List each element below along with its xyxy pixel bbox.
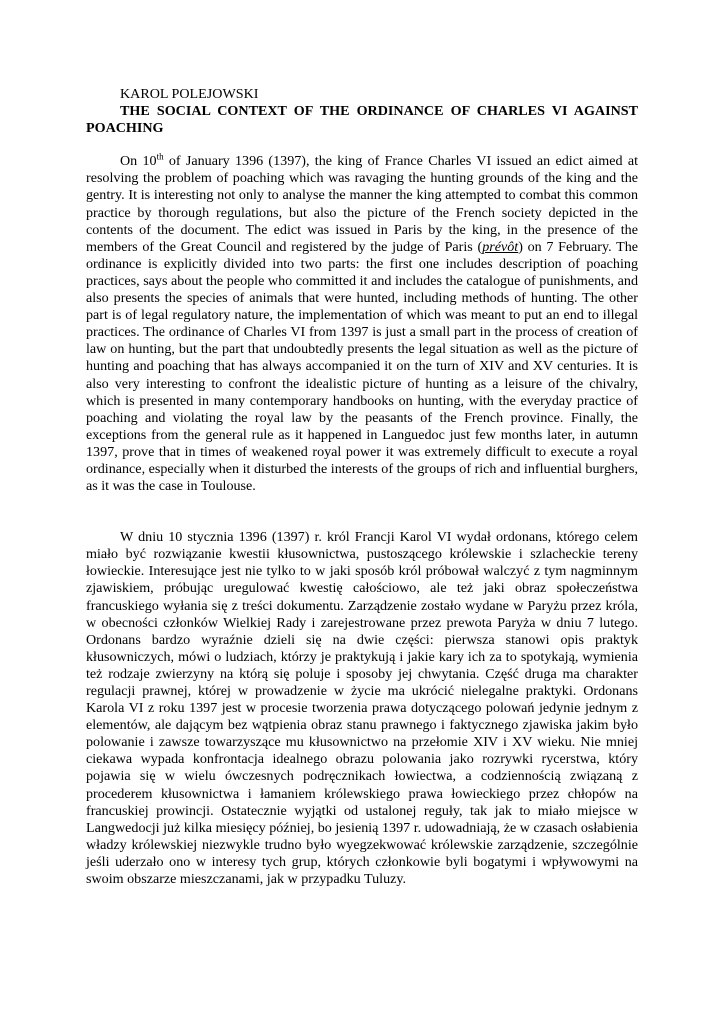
abstract-en-text-1: On 10 [120,153,157,170]
abstract-polish: W dniu 10 stycznia 1396 (1397) r. król Francji Karol VI wydał ordonans, którego celem miało być rozwiązanie kwestii kłusownictwa, pustoszącego królewskie i szlacheckie tereny łowieckie. Interesujące jest nie tylko to w jaki sposób król próbował walczyć z tym nagminnym zjawiskiem, próbując uregulować kwestię całościowo, ale też jaki obraz społeczeństwa francuskiego wyłania się z treści dokumentu. Zarządzenie zostało wydane w Paryżu przez króla, w obecności członków Wielkiej Rady i zarejestrowane przez prewota Paryża w dniu 7 lutego. Ordonans bardzo wyraźnie dzieli się na dwie części: pierwsza stanowi opis praktyk kłusowniczych, mówi o ludziach, którzy je praktykują i jakie kary ich za to spotykają, wymienia też rodzaje zwierzyny na którą się poluje i sposoby jej chwytania. Część druga ma charakter regulacji prawnej, której w prowadzenie w życie ma ukrócić nielegalne praktyki. Ordonans Karola VI z roku 1397 jest w procesie tworzenia prawa dotyczącego polowań jedynie jednym z elementów, ale dającym bez wątpienia obraz stanu prawnego i faktycznego zjawiska jakim było polowanie i zawsze towarzyszące mu kłusownictwo na przełomie XIV i XV wieku. Nie mniej ciekawa wypada konfrontacja idealnego obrazu polowania jako rozrywki rycerstwa, który pojawia się w wielu ówczesnych podręcznikach łowiectwa, a codziennością związaną z procederem kłusownictwa i łamaniem królewskiego prawa łowieckiego przez chłopów na francuskiej prowincji. Ostatecznie wyjątki od ustalonej reguły, tak jak to miało miejsce w Langwedocji już kilka miesięcy później, bo jesienią 1397 r. udowadniają, że w czasach osłabienia władzy królewskiej niezwykle trudno było wyegzekwować królewskie zarządzenie, szczególnie jeśli uderzało ono w interesy tych grup, których członkowie byli bogatymi i wpływowymi na swoim obszarze mieszczanami, jak w przypadku Tuluzy. [86,529,638,888]
document-page [86,86,638,888]
ordinal-superscript: th [156,151,164,162]
prevot-term: prévôt [482,238,519,255]
abstract-en-text-2: of January 1396 (1397), the king of France Charles VI issued an edict aimed at resolving the problem of poaching which was ravaging the hunting grounds of the king and the gentry. It is interesting not only to analyse the manner the king attempted to combat this common practice by thorough regulations, but also the picture of the French society depicted in the contents of the document. The edict was issued in Paris by the king, in the presence of the members of the Great Council and registered by the judge of Paris ( [86,153,638,255]
author-name: KAROL POLEJOWSKI [120,86,259,102]
abstract-english [86,153,638,495]
abstract-en-text-3: ) on 7 February. The ordinance is explicitly divided into two parts: the first one includes description of poaching practices, says about the people who committed it and includes the catalogue of punishments, and also presents the species of animals that were hunted, including methods of hunting. The other part is of legal regulatory nature, the implementation of which was meant to put an end to illegal practices. The ordinance of Charles VI from 1397 is just a small part in the process of creation of law on hunting, but the part that undoubtedly presents the legal situation as well as the picture of hunting and poaching that has always accompanied it on the turn of XIV and XV centuries. It is also very interesting to confront the idealistic picture of hunting as a leisure of the chivalry, which is presented in many contemporary handbooks on hunting, with the everyday practice of poaching and violating the royal law by the peasants of the French province. Finally, the exceptions from the general rule as it happened in Languedoc just few months later, in autumn 1397, prove that in times of weakened royal power it was extremely difficult to execute a royal ordinance, especially when it disturbed the interests of the groups of rich and influential burghers, as it was the case in Toulouse. [86,238,639,495]
article-title: THE SOCIAL CONTEXT OF THE ORDINANCE OF CHARLES VI AGAINST POACHING [86,103,638,137]
